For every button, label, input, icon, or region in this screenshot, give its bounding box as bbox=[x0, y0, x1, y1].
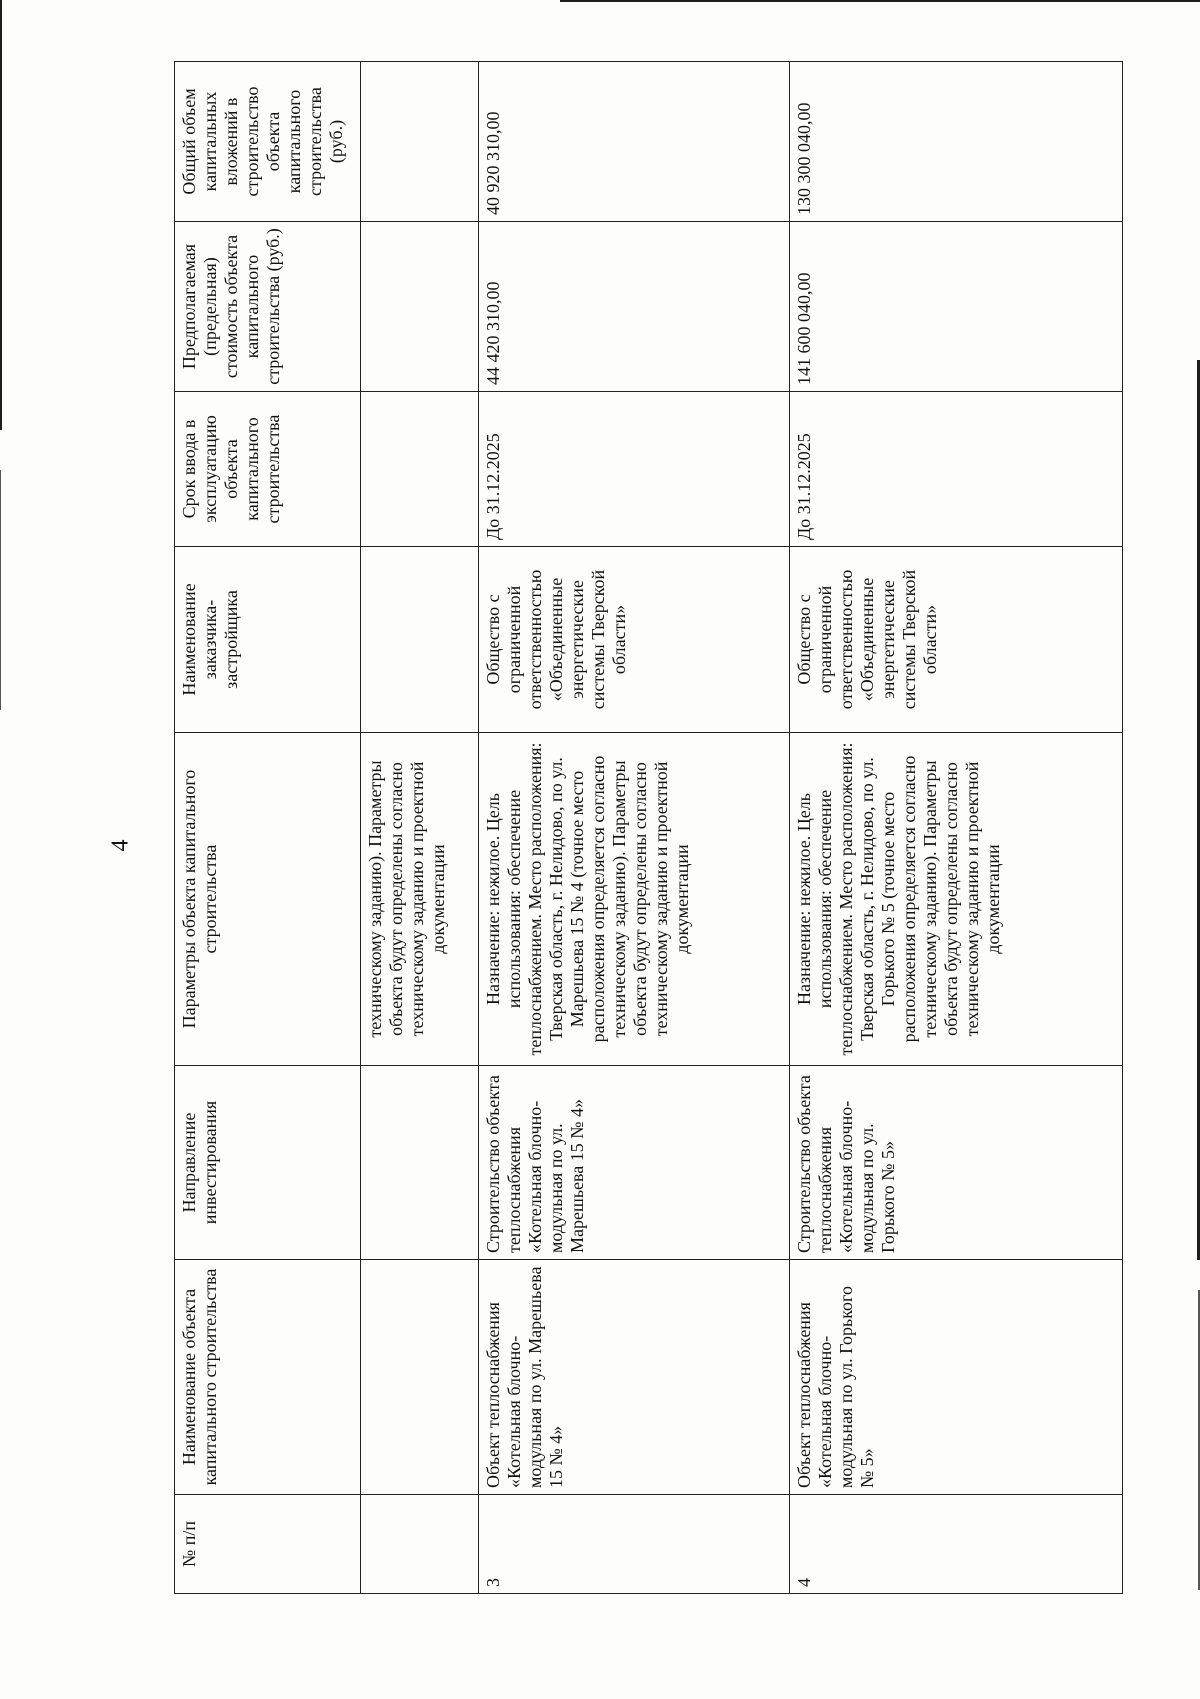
cell-empty bbox=[361, 1495, 479, 1594]
cell-empty bbox=[361, 547, 479, 733]
deadline-cell: До 31.12.2025 bbox=[790, 392, 1123, 547]
params-cell: Назначение: нежилое. Цель использования: обеспечение теплоснабжением. Место расположения: Тверская область, г. Нелидово, по ул. Марешьева 15 № 4 (точное место расположения определяется согласно техническому заданию). Параметры объекта будут определены согласно техническому заданию и проектной документации bbox=[479, 733, 790, 1066]
cell-empty bbox=[361, 1066, 479, 1260]
rotated-table-container bbox=[174, 86, 1122, 1594]
header-cell-direction: Направление инвестирования bbox=[175, 1066, 361, 1260]
deadline-cell: До 31.12.2025 bbox=[479, 392, 790, 547]
object-name-cell: Объект теплоснабжения «Котельная блочно-модульная по ул. Горького № 5» bbox=[790, 1260, 1123, 1495]
table-row bbox=[479, 62, 790, 1594]
page-number: 4 bbox=[107, 839, 134, 852]
customer-cell: Общество с ограниченной ответственностью «Объединенные энергетические системы Тверской области» bbox=[479, 547, 790, 733]
continuation-row bbox=[361, 62, 479, 1594]
params-cell: Назначение: нежилое. Цель использования: обеспечение теплоснабжением. Место расположения: Тверская область, г. Нелидово, по ул. Горького № 5 (точное место расположения определяется согласно техническому заданию). Параметры объекта будут определены согласно техническому заданию и проектной документации bbox=[790, 733, 1123, 1066]
header-cell-deadline: Срок ввода в эксплуатацию объекта капитального строительства bbox=[175, 392, 361, 547]
header-cell-customer: Наименование заказчика-застройщика bbox=[175, 547, 361, 733]
investment-cell: 130 300 040,00 bbox=[790, 62, 1123, 222]
header-cell-name: Наименование объекта капитального строительства bbox=[175, 1260, 361, 1495]
row-num-cell: 3 bbox=[479, 1495, 790, 1594]
row-num-cell: 4 bbox=[790, 1495, 1123, 1594]
object-name-cell: Объект теплоснабжения «Котельная блочно-модульная по ул. Марешьева 15 № 4» bbox=[479, 1260, 790, 1495]
cell-empty bbox=[361, 222, 479, 392]
customer-cell: Общество с ограниченной ответственностью «Объединенные энергетические системы Тверской области» bbox=[790, 547, 1123, 733]
cost-cell: 44 420 310,00 bbox=[479, 222, 790, 392]
capital-construction-table bbox=[174, 61, 1123, 1594]
header-row bbox=[175, 62, 361, 1594]
cost-cell: 141 600 040,00 bbox=[790, 222, 1123, 392]
header-cell-investment: Общий объем капитальных вложений в строительство объекта капитального строительства (руб.) bbox=[175, 62, 361, 222]
header-cell-num: № п/п bbox=[175, 1495, 361, 1594]
cell-empty bbox=[361, 1260, 479, 1495]
scan-edge-mark bbox=[0, 470, 1, 710]
direction-cell: Строительство объекта теплоснабжения «Котельная блочно-модульная по ул. Марешьева 15 № 4» bbox=[479, 1066, 790, 1260]
investment-cell: 40 920 310,00 bbox=[479, 62, 790, 222]
header-cell-cost: Предполагаемая (предельная) стоимость объекта капитального строительства (руб.) bbox=[175, 222, 361, 392]
scan-edge-mark bbox=[0, 0, 2, 430]
table-row bbox=[790, 62, 1123, 1594]
header-cell-params: Параметры объекта капитального строительства bbox=[175, 733, 361, 1066]
cell-empty bbox=[361, 392, 479, 547]
scan-edge-mark bbox=[560, 0, 1200, 2]
cell-empty bbox=[361, 62, 479, 222]
continuation-params-cell: техническому заданию). Параметры объекта будут определены согласно техническому заданию и проектной документации bbox=[361, 733, 479, 1066]
direction-cell: Строительство объекта теплоснабжения «Котельная блочно-модульная по ул. Горького № 5» bbox=[790, 1066, 1123, 1260]
